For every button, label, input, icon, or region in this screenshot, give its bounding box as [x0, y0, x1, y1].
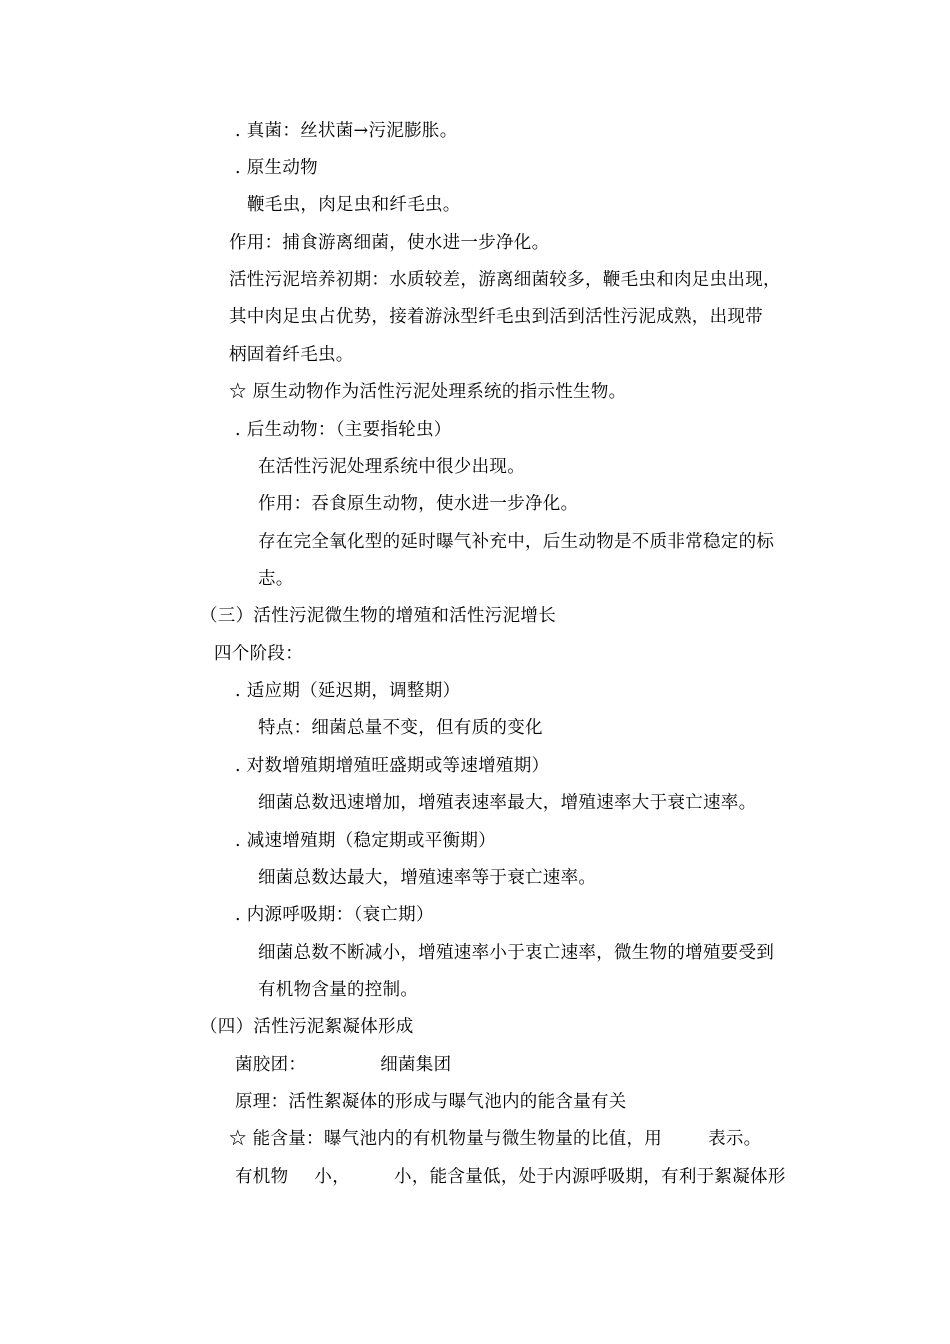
energy-text-end: 表示。 [708, 1129, 762, 1149]
last-line-part: 小， [314, 1167, 351, 1187]
stage-declining-growth: . 减速增殖期（稳定期或平衡期） [235, 831, 496, 851]
colloid-line [235, 1053, 451, 1077]
paragraph-line: 细菌总数不断减小，增殖速率小于衷亡速率，微生物的增殖要受到 [258, 943, 775, 963]
item-protozoa: . 原生动物 [235, 158, 318, 178]
paragraph-line: 作用：吞食原生动物，使水进一步净化。 [258, 494, 579, 514]
energy-line [229, 1127, 761, 1151]
stage-log-growth: . 对数增殖期增殖旺盛期或等速增殖期） [235, 756, 550, 776]
four-stages-label: 四个阶段： [214, 644, 303, 664]
paragraph-line: 活性污泥培养初期：水质较差，游离细菌较多，鞭毛虫和肉足虫出现， [229, 270, 781, 290]
energy-text: ☆ 能含量：曝气池内的有机物量与微生物量的比值，用 [229, 1129, 663, 1149]
paragraph-line: 存在完全氧化型的延时曝气补充中，后生动物是不质非常稳定的标 [258, 532, 775, 552]
stage-endogenous: . 内源呼吸期：（衰亡期） [235, 905, 434, 925]
paragraph-line: 细菌总数迅速增加，增殖表速率最大，增殖速率大于衰亡速率。 [258, 793, 757, 813]
paragraph-line: 柄固着纤毛虫。 [229, 345, 354, 365]
paragraph-line: 有机物含量的控制。 [258, 980, 419, 1000]
protozoa-types: 鞭毛虫，肉足虫和纤毛虫。 [247, 195, 461, 215]
star-note: ☆ 原生动物作为活性污泥处理系统的指示性生物。 [229, 382, 627, 402]
last-line [235, 1165, 786, 1189]
principle-line: 原理：活性絮凝体的形成与曝气池内的能含量有关 [235, 1092, 627, 1112]
last-line-part: 小，能含量低，处于内源呼吸期，有利于絮凝体形 [394, 1167, 786, 1187]
paragraph-line: 在活性污泥处理系统中很少出现。 [258, 457, 525, 477]
protozoa-function: 作用：捕食游离细菌，使水进一步净化。 [229, 233, 550, 253]
last-line-part: 有机物 [235, 1167, 289, 1187]
paragraph-line: 志。 [258, 569, 294, 589]
paragraph-line: 其中肉足虫占优势，接着游泳型纤毛虫到活到活性污泥成熟，出现带 [229, 307, 763, 327]
item-fungi: . 真菌：丝状菌→污泥膨胀。 [235, 121, 458, 141]
stage-adaptation: . 适应期（延迟期，调整期） [235, 681, 461, 701]
colloid-label: 菌胶团： [235, 1055, 307, 1075]
paragraph-line: 细菌总数达最大，增殖速率等于衰亡速率。 [258, 868, 597, 888]
section-heading-4: （四）活性污泥絮凝体形成 [200, 1017, 414, 1037]
section-heading-3: （三）活性污泥微生物的增殖和活性污泥增长 [200, 606, 556, 626]
paragraph-line: 特点：细菌总量不变，但有质的变化 [258, 718, 543, 738]
item-metazoa: . 后生动物：（主要指轮虫） [235, 420, 452, 440]
colloid-value: 细菌集团 [380, 1055, 452, 1075]
